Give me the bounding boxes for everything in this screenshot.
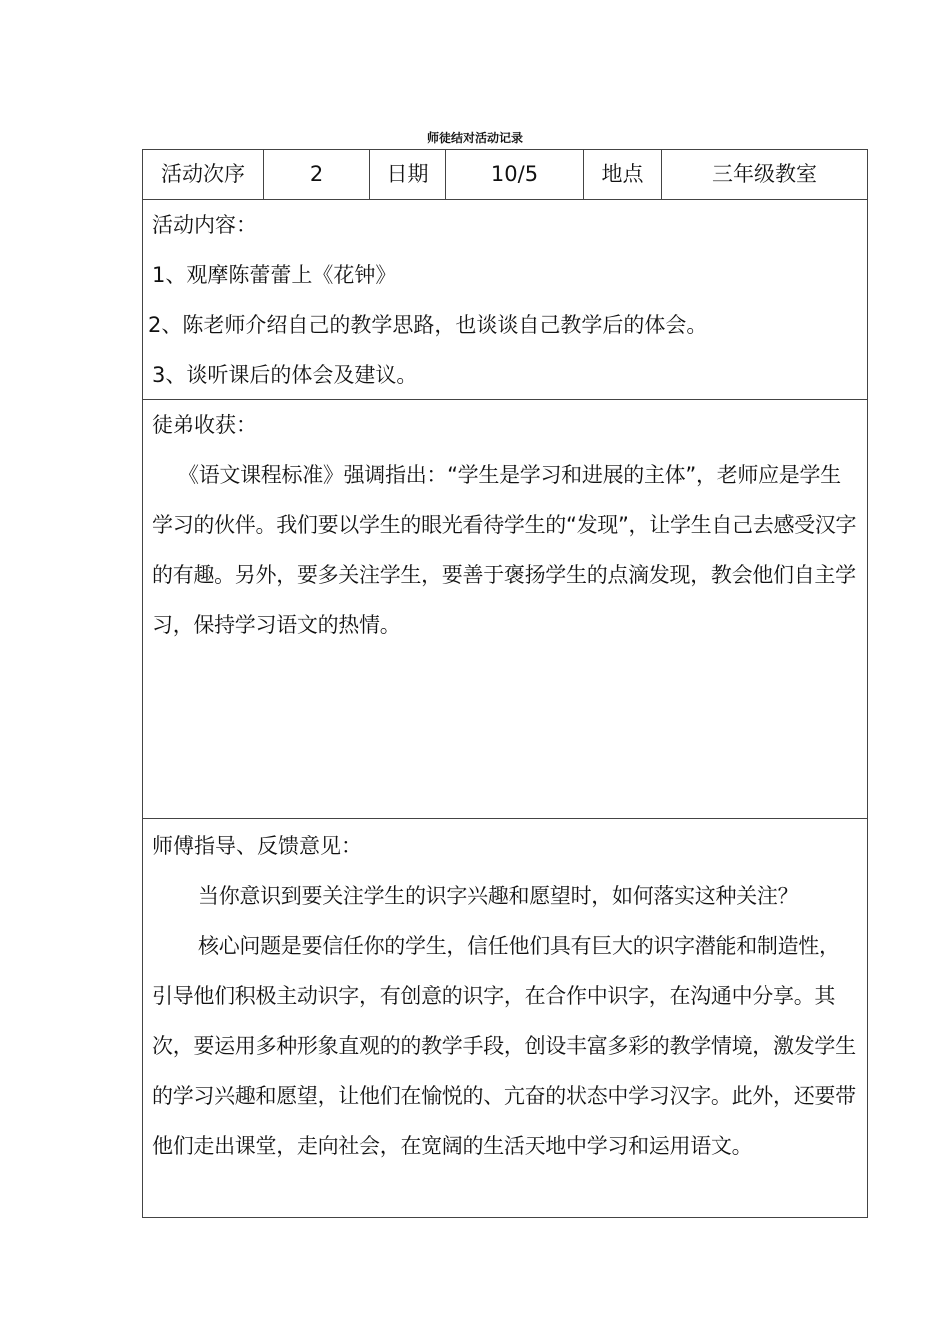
mentor-feedback-section bbox=[143, 819, 867, 1217]
activity-content-section bbox=[143, 200, 867, 400]
date-value: 10/5 bbox=[490, 162, 539, 186]
date-label: 日期 bbox=[386, 162, 429, 186]
sequence-value: 2 bbox=[309, 162, 324, 186]
mentor-question: 当你意识到要关注学生的识字兴趣和愿望时，如何落实这种关注？ bbox=[198, 884, 799, 908]
activity-item: 3、谈听课后的体会及建议。 bbox=[152, 363, 418, 387]
mentor-paragraph: 核心问题是要信任你的学生，信任他们具有巨大的识字潜能和制造性，引导他们积极主动识字，有创意的识字，在合作中识字，在沟通中分享。其次，要运用多种形象直观的的教学手段，创设丰富多彩的教学情境，激发学生的学习兴趣和愿望，让他们在愉悦的、亢奋的状态中学习汉字。此外，还要带他们走出课堂，走向社会，在宽阔的生活天地中学习和运用语文。 bbox=[152, 934, 856, 1158]
activity-item: 1、观摩陈蕾蕾上《花钟》 bbox=[152, 263, 397, 287]
mentor-heading: 师傅指导、反馈意见： bbox=[152, 834, 362, 858]
document-title: 师徒结对活动记录 bbox=[426, 131, 523, 145]
apprentice-heading: 徒弟收获： bbox=[152, 413, 257, 437]
activity-item: 2、陈老师介绍自己的教学思路，也谈谈自己教学后的体会。 bbox=[148, 313, 708, 337]
record-table bbox=[142, 149, 868, 1218]
location-value: 三年级教室 bbox=[712, 162, 817, 186]
location-label: 地点 bbox=[601, 162, 644, 186]
activity-heading: 活动内容： bbox=[152, 213, 257, 237]
apprentice-gains-section bbox=[143, 400, 867, 819]
apprentice-paragraph: 《语文课程标准》强调指出：“学生是学习和进展的主体”，老师应是学生学习的伙伴。我们要以学生的眼光看待学生的“发现”，让学生自己去感受汉字的有趣。另外，要多关注学生，要善于褒扬学生的点滴发现，教会他们自主学习，保持学习语文的热情。 bbox=[152, 463, 857, 637]
header-row bbox=[143, 150, 867, 200]
sequence-label: 活动次序 bbox=[161, 162, 245, 186]
